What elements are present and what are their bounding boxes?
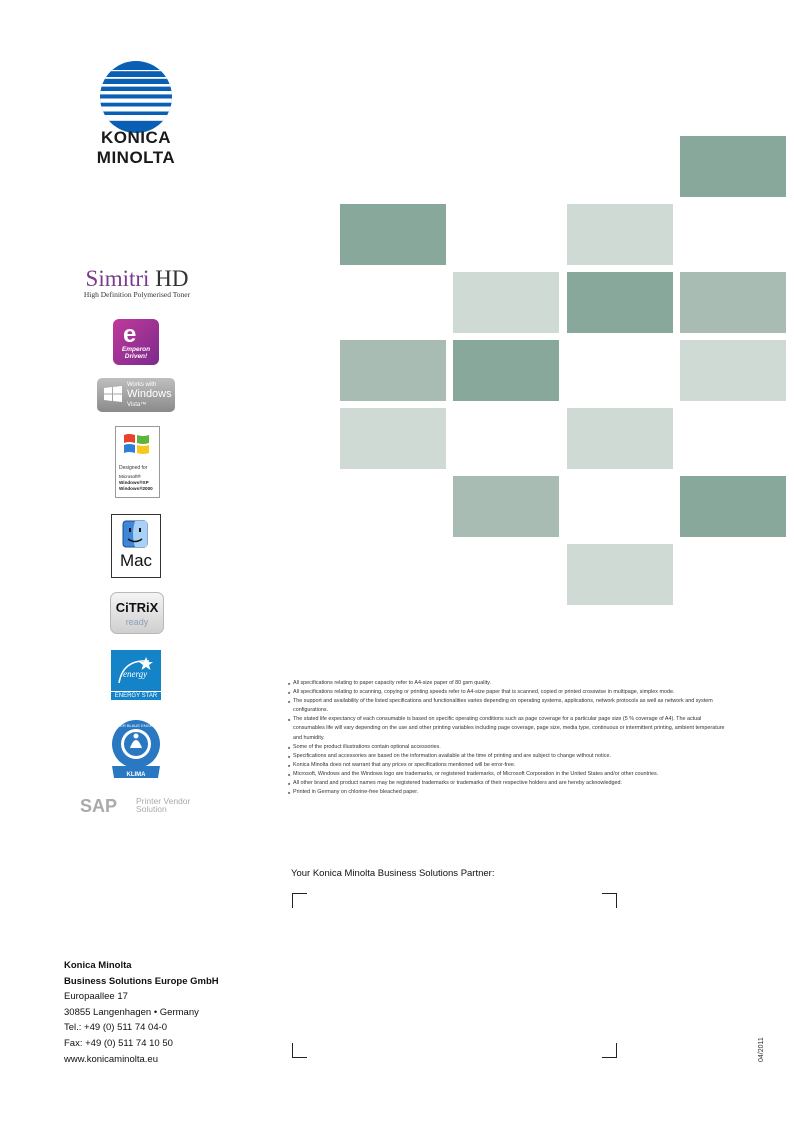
xp-text-3: Windows®XP [119, 480, 149, 485]
vista-text-1: Works with [127, 382, 157, 388]
disclaimer-item: ■ Specifications and accessories are based on the information available at the time of printing and are subject to change without notice. [288, 752, 728, 761]
emperon-text-2: Driven! [124, 353, 148, 360]
address-fax: Fax: +49 (0) 511 74 10 50 [64, 1037, 173, 1049]
mosaic-tile [680, 272, 786, 333]
address-website[interactable]: www.konicaminolta.eu [64, 1053, 158, 1065]
address-street: Europaallee 17 [64, 991, 128, 1003]
disclaimer-item: ■ Konica Minolta does not warrant that any prices or specifications mentioned will be error-free. [288, 761, 728, 770]
mosaic-tile [680, 340, 786, 401]
mosaic-tile [680, 136, 786, 197]
mac-label: Mac [119, 551, 153, 570]
brand-name: KONICA MINOLTA [96, 128, 176, 167]
mosaic-tile [680, 476, 786, 537]
xp-text-4: Windows®2000 [119, 486, 153, 491]
sap-sub-2: Solution [136, 804, 167, 814]
disclaimer-item: ■ Some of the product illustrations contain optional accessories. [288, 743, 728, 752]
mosaic-tile [567, 408, 673, 469]
simitri-title-b: HD [149, 266, 189, 291]
disclaimer-item: ■ Microsoft, Windows and the Windows logo are trademarks, or registered trademarks, of Microsoft Corporation in the United States and/or other countries. [288, 770, 728, 779]
energy-star-badge [111, 650, 161, 700]
disclaimer-item: ■ All specifications relating to scanning, copying or printing speeds refer to A4-size paper that is scanned, copied or printed crosswise in multipage, simplex mode. [288, 688, 728, 697]
mosaic-tile [340, 204, 446, 265]
vista-text-2: Windows [127, 388, 172, 400]
windows-xp-badge [115, 426, 160, 498]
disclaimer-item: ■ Printed in Germany on chlorine-free bleached paper. [288, 788, 728, 797]
mosaic-tile [453, 340, 559, 401]
blauer-engel-badge-icon [108, 718, 164, 782]
windows-vista-badge [97, 378, 175, 412]
sap-printer-vendor-badge [80, 796, 200, 816]
citrix-ready-label: ready [125, 617, 149, 627]
disclaimer-item: ■ The support and availability of the listed specifications and functionalities varies depending on operating systems, applications, network protocols as well as network and system configurations. [288, 697, 728, 715]
mosaic-tile [340, 340, 446, 401]
mac-finder-face-icon [122, 520, 148, 548]
print-date-code: 04/2011 [758, 1037, 765, 1062]
konica-minolta-globe-icon [99, 60, 173, 134]
energy-star-label: ENERGY STAR [111, 691, 161, 699]
partner-label: Your Konica Minolta Business Solutions Partner: [291, 868, 495, 879]
xp-text-2: Microsoft® [119, 474, 142, 479]
disclaimer-list [288, 679, 728, 797]
address-phone: Tel.: +49 (0) 511 74 04-0 [64, 1022, 168, 1034]
mosaic-tile [340, 408, 446, 469]
mosaic-tile [453, 476, 559, 537]
emperon-badge [113, 319, 159, 365]
mosaic-tile [567, 544, 673, 605]
disclaimer-item: ■ All specifications relating to paper capacity refer to A4-size paper of 80 gsm quality. [288, 679, 728, 688]
sap-sub-1: Printer Vendor [136, 796, 191, 806]
mosaic-tile [567, 272, 673, 333]
simitri-title-a: Simitri [85, 266, 150, 291]
xp-text-1: Designed for [119, 465, 148, 471]
address-company: Konica Minolta [64, 960, 132, 971]
disclaimer-item: ■ The stated life expectancy of each consumable is based on specific operating conditions such as page coverage for a particular page size (5 % coverage of A4). The actual consumables life will vary depending on the use and other printing variables including page coverage, page size, media type, continuous or intermittent printing, ambient temperature and humidity. [288, 715, 728, 742]
svg-text:energy: energy [123, 669, 148, 679]
partner-box-corner [602, 893, 617, 908]
energy-star-icon [115, 653, 157, 687]
partner-box-corner [292, 1043, 307, 1058]
address-city: 30855 Langenhagen • Germany [64, 1006, 199, 1018]
partner-box-corner [602, 1043, 617, 1058]
mosaic-tile [567, 204, 673, 265]
simitri-subtitle: High Definition Polymerised Toner [83, 290, 191, 299]
emperon-e-icon: e [123, 321, 137, 348]
partner-box-corner [292, 893, 307, 908]
citrix-ready-badge [110, 592, 164, 634]
windows-xp-flag-icon [122, 431, 152, 457]
mosaic-tile [453, 272, 559, 333]
simitri-hd-logo [82, 266, 192, 299]
vista-text-3: Vista™ [127, 402, 147, 408]
citrix-label: CiTRiX [115, 600, 159, 615]
sap-label: SAP [80, 796, 118, 816]
address-company-division: Business Solutions Europe GmbH [64, 975, 219, 987]
engel-label: DER BLAUE ENGEL [117, 723, 155, 728]
company-address [64, 958, 219, 1067]
engel-klima-label: KLIMA [126, 772, 146, 778]
windows-flag-icon [103, 384, 123, 404]
disclaimer-item: ■ All other brand and product names may be registered trademarks or trademarks of their respective holders and are hereby acknowledged. [288, 779, 728, 788]
emperon-text-1: Emperon [121, 346, 151, 353]
mac-badge [111, 514, 161, 578]
